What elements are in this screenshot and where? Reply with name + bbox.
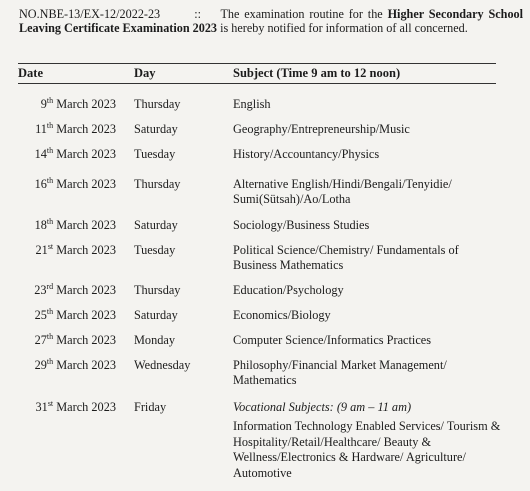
date-month-year: March 2023 bbox=[53, 333, 116, 347]
row-weekday: Tuesday bbox=[134, 243, 176, 257]
date-month-year: March 2023 bbox=[53, 358, 116, 372]
date-day-number: 21 bbox=[35, 243, 48, 257]
date-month-year: March 2023 bbox=[53, 243, 116, 257]
date-month-year: March 2023 bbox=[53, 147, 116, 161]
row-date bbox=[18, 333, 116, 348]
date-month-year: March 2023 bbox=[53, 400, 116, 414]
date-month-year: March 2023 bbox=[53, 177, 116, 191]
date-month-year: March 2023 bbox=[53, 283, 116, 297]
separator: :: bbox=[194, 7, 201, 21]
date-ordinal-suffix: th bbox=[46, 145, 54, 155]
vocational-subjects-list: Information Technology Enabled Services/ Tourism & Hospitality/Retail/Healthcare/ Beauty & Wellness/Electronics & Hardware/ Agriculture/ Automotive bbox=[233, 419, 501, 480]
row-date bbox=[18, 400, 116, 415]
reference-number: NO.NBE-13/EX-12/2022-23 bbox=[19, 7, 161, 21]
row-weekday: Tuesday bbox=[134, 147, 176, 161]
row-weekday: Saturday bbox=[134, 122, 178, 136]
table-top-rule bbox=[18, 63, 496, 64]
date-day-number: 25 bbox=[34, 308, 47, 322]
header-day: Day bbox=[134, 66, 156, 80]
row-date bbox=[18, 243, 116, 258]
date-ordinal-suffix: st bbox=[47, 398, 54, 408]
date-day-number: 31 bbox=[35, 400, 48, 414]
date-ordinal-suffix: th bbox=[46, 356, 54, 366]
row-subject: Philosophy/Financial Market Management/ Mathematics bbox=[233, 358, 447, 387]
row-date bbox=[18, 97, 116, 112]
row-subject: Sociology/Business Studies bbox=[233, 218, 370, 232]
date-ordinal-suffix: th bbox=[46, 216, 54, 226]
row-subject: Alternative English/Hindi/Bengali/Tenyidie/ Sumi(Sütsah)/Ao/Lotha bbox=[233, 177, 452, 206]
date-day-number: 27 bbox=[34, 333, 47, 347]
row-date bbox=[18, 283, 116, 298]
row-weekday: Thursday bbox=[134, 97, 181, 111]
notice-text-before: The examination routine for the bbox=[220, 7, 383, 21]
row-subject: Education/Psychology bbox=[233, 283, 344, 297]
date-ordinal-suffix: th bbox=[46, 95, 54, 105]
date-day-number: 11 bbox=[35, 122, 47, 136]
row-date bbox=[18, 122, 116, 137]
row-date bbox=[18, 218, 116, 233]
row-weekday: Saturday bbox=[134, 218, 178, 232]
row-subject: Vocational Subjects: (9 am – 11 am) bbox=[233, 400, 412, 414]
row-weekday: Monday bbox=[134, 333, 175, 347]
row-weekday: Friday bbox=[134, 400, 167, 414]
table-header-rule bbox=[18, 83, 496, 84]
date-ordinal-suffix: st bbox=[47, 241, 54, 251]
header-date: Date bbox=[18, 66, 43, 80]
date-ordinal-suffix: th bbox=[46, 120, 54, 130]
notice-paragraph bbox=[19, 7, 523, 35]
date-day-number: 23 bbox=[34, 283, 47, 297]
row-weekday: Wednesday bbox=[134, 358, 191, 372]
row-subject: Economics/Biology bbox=[233, 308, 331, 322]
row-date bbox=[18, 358, 116, 373]
row-weekday: Saturday bbox=[134, 308, 178, 322]
header-subject: Subject (Time 9 am to 12 noon) bbox=[233, 66, 401, 80]
row-weekday: Thursday bbox=[134, 283, 181, 297]
row-subject: Computer Science/Informatics Practices bbox=[233, 333, 432, 347]
row-subject: Political Science/Chemistry/ Fundamentals of Business Mathematics bbox=[233, 243, 459, 272]
date-day-number: 18 bbox=[34, 218, 47, 232]
date-month-year: March 2023 bbox=[53, 122, 116, 136]
date-day-number: 16 bbox=[34, 177, 47, 191]
row-date bbox=[18, 177, 116, 192]
row-subject: English bbox=[233, 97, 271, 111]
row-subject: History/Accountancy/Physics bbox=[233, 147, 380, 161]
row-date bbox=[18, 308, 116, 323]
date-ordinal-suffix: th bbox=[46, 175, 54, 185]
date-ordinal-suffix: th bbox=[46, 331, 54, 341]
row-weekday: Thursday bbox=[134, 177, 181, 191]
date-ordinal-suffix: rd bbox=[46, 281, 54, 291]
notice-text-after: is hereby notified for information of all concerned. bbox=[220, 21, 468, 36]
date-day-number: 9 bbox=[40, 97, 47, 111]
date-day-number: 14 bbox=[34, 147, 47, 161]
date-month-year: March 2023 bbox=[53, 97, 116, 111]
date-month-year: March 2023 bbox=[53, 218, 116, 232]
date-month-year: March 2023 bbox=[53, 308, 116, 322]
date-day-number: 29 bbox=[34, 358, 47, 372]
date-ordinal-suffix: th bbox=[46, 306, 54, 316]
row-subject: Geography/Entrepreneurship/Music bbox=[233, 122, 410, 136]
exam-name: Higher Secondary School Leaving Certificate Examination 2023 bbox=[19, 7, 524, 36]
row-date bbox=[18, 147, 116, 162]
